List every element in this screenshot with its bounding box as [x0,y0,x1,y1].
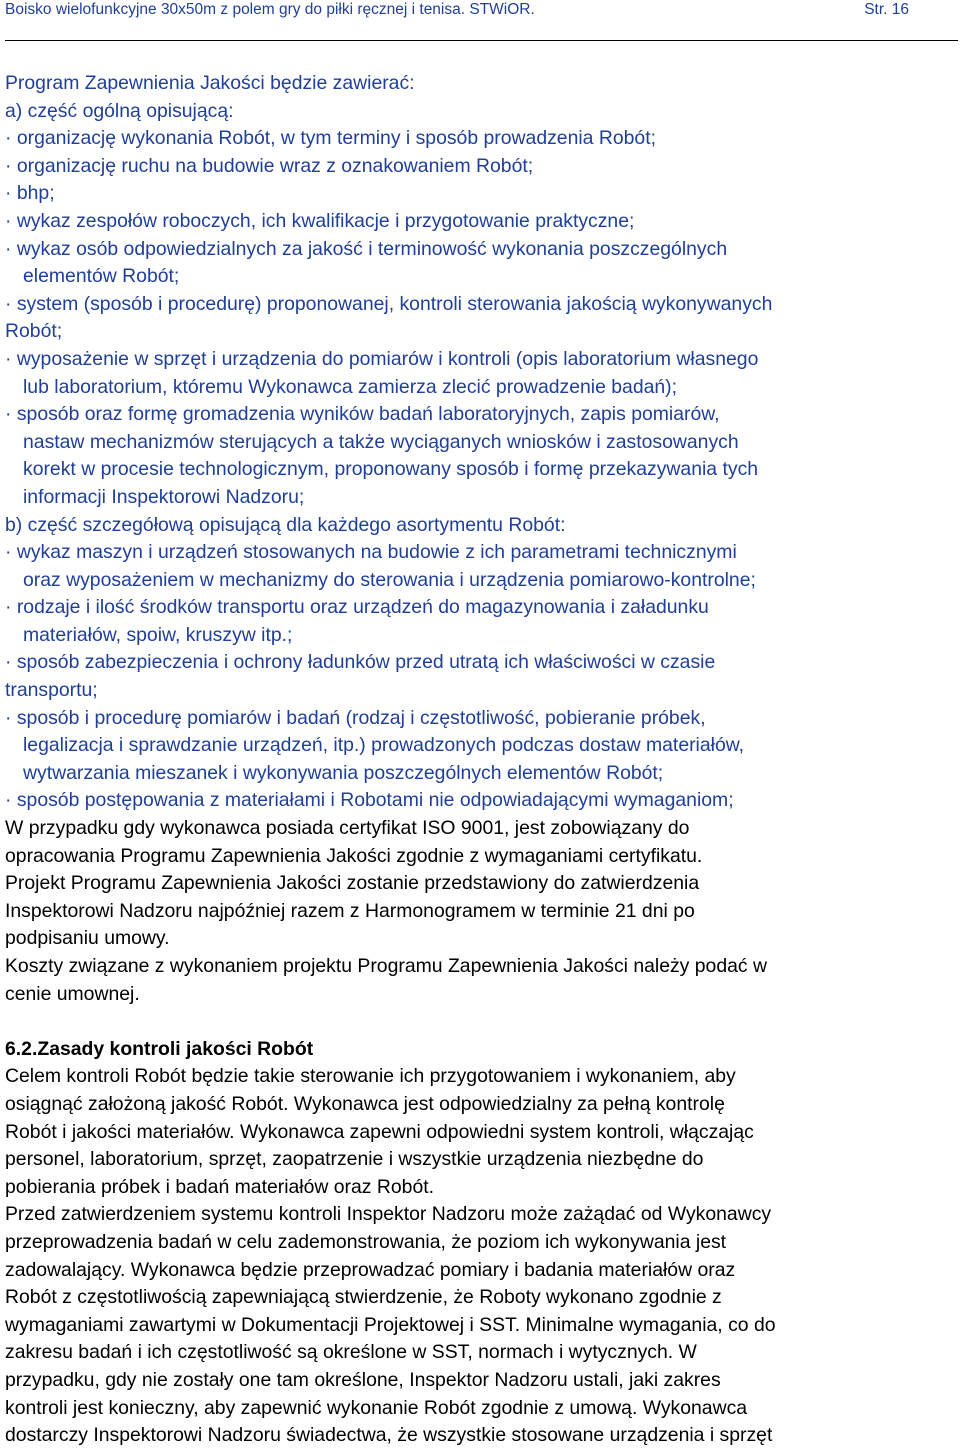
document-body [5,70,955,1450]
text-line: W przypadku gdy wykonawca posiada certyfikat ISO 9001, jest zobowiązany do [5,817,690,840]
text-line: korekt w procesie technologicznym, proponowany sposób i formę przekazywania tych [23,458,759,481]
text-line: · wykaz zespołów roboczych, ich kwalifikacje i przygotowanie praktyczne; [5,209,635,232]
text-line: cenie umownej. [5,982,140,1005]
text-line: · wyposażenie w sprzęt i urządzenia do pomiarów i kontroli (opis laboratorium własnego [5,347,759,370]
text-line: · sposób oraz formę gromadzenia wyników badań laboratoryjnych, zapis pomiarów, [5,403,720,426]
text-line: pobierania próbek i badań materiałów oraz Robót. [5,1175,435,1198]
text-line: nastaw mechanizmów sterujących a także wyciąganych wniosków i zastosowanych [23,430,739,453]
text-line: · system (sposób i procedurę) proponowanej, kontroli sterowania jakością wykonywanych [5,292,773,315]
text-line: Projekt Programu Zapewnienia Jakości zostanie przedstawiony do zatwierdzenia [5,872,700,895]
text-line: · organizację ruchu na budowie wraz z oznakowaniem Robót; [5,154,534,177]
text-line: Celem kontroli Robót będzie takie sterowanie ich przygotowaniem i wykonaniem, aby [5,1065,736,1088]
text-line: Inspektorowi Nadzoru najpóźniej razem z Harmonogramem w terminie 21 dni po [5,899,695,922]
text-line: materiałów, spoiw, kruszyw itp.; [23,623,293,646]
page-number: Str. 16 [864,1,909,18]
section-heading: 6.2.Zasady kontroli jakości Robót [5,1037,314,1060]
text-line: elementów Robót; [23,265,180,288]
page-header [5,0,958,41]
quality-program-text [5,70,955,1008]
text-line: podpisaniu umowy. [5,927,170,950]
text-line: informacji Inspektorowi Nadzoru; [23,485,305,508]
text-line: Robót z częstotliwością zapewniającą stwierdzenie, że Roboty wykonano zgodnie z [5,1286,722,1309]
text-line: Przed zatwierdzeniem systemu kontroli Inspektor Nadzoru może zażądać od Wykonawcy [5,1203,772,1226]
text-line: · sposób zabezpieczenia i ochrony ładunków przed utratą ich właściwości w czasie [5,651,716,674]
text-line: · organizację wykonania Robót, w tym terminy i sposób prowadzenia Robót; [5,127,656,150]
text-line: przypadku, gdy nie zostały one tam określone, Inspektor Nadzoru ustali, jaki zakres [5,1368,721,1391]
text-line: dostarczy Inspektorowi Nadzoru świadectwa, że wszystkie stosowane urządzenia i sprzęt [5,1424,773,1447]
text-line: wytwarzania mieszanek i wykonywania poszczególnych elementów Robót; [23,761,664,784]
text-line: · sposób postępowania z materiałami i Robotami nie odpowiadającymi wymaganiom; [5,789,734,812]
text-line: personel, laboratorium, sprzęt, zaopatrzenie i wszystkie urządzenia niezbędne do [5,1148,704,1171]
text-line: · wykaz maszyn i urządzeń stosowanych na budowie z ich parametrami technicznymi [5,541,737,564]
text-line: przeprowadzenia badań w celu zademonstrowania, że poziom ich wykonywania jest [5,1230,727,1253]
section-text [5,1063,955,1449]
text-line: Program Zapewnienia Jakości będzie zawierać: [5,72,415,94]
text-line: legalizacja i sprawdzanie urządzeń, itp.) prowadzonych podczas dostaw materiałów, [23,734,745,757]
text-line: · rodzaje i ilość środków transportu oraz urządzeń do magazynowania i załadunku [5,596,709,619]
text-line: · wykaz osób odpowiedzialnych za jakość i terminowość wykonania poszczególnych [5,237,728,260]
text-line: lub laboratorium, któremu Wykonawca zamierza zlecić prowadzenie badań); [23,375,678,398]
text-line: Koszty związane z wykonaniem projektu Programu Zapewnienia Jakości należy podać w [5,955,767,977]
text-line: Robót i jakości materiałów. Wykonawca zapewni odpowiedni system kontroli, włączając [5,1120,754,1143]
text-line: kontroli jest konieczny, aby zapewnić wykonanie Robót zgodnie z umową. Wykonawca [5,1396,748,1419]
text-line: a) część ogólną opisującą: [5,99,234,122]
text-line: zakresu badań i ich częstotliwość są określone w SST, normach i wytycznych. W [5,1341,697,1364]
text-line: osiągnąć założoną jakość Robót. Wykonawca jest odpowiedzialny za pełną kontrolę [5,1092,725,1115]
text-line: b) część szczegółową opisującą dla każdego asortymentu Robót: [5,513,566,536]
text-line: zadowalający. Wykonawca będzie przeprowadzać pomiary i badania materiałów oraz [5,1258,736,1281]
text-line: opracowania Programu Zapewnienia Jakości zgodnie z wymaganiami certyfikatu. [5,844,703,867]
paragraph-gap [5,1008,955,1036]
document-title: Boisko wielofunkcyjne 30x50m z polem gry do piłki ręcznej i tenisa. STWiOR. [5,1,535,18]
text-line: · bhp; [5,182,55,205]
text-line: Robót; [5,320,63,343]
text-line: transportu; [5,679,98,702]
text-line: oraz wyposażeniem w mechanizmy do sterowania i urządzenia pomiarowo-kontrolne; [23,568,756,591]
text-line: · sposób i procedurę pomiarów i badań (rodzaj i częstotliwość, pobieranie próbek, [5,706,706,729]
text-line: wymaganiami zawartymi w Dokumentacji Projektowej i SST. Minimalne wymagania, co do [5,1313,776,1336]
